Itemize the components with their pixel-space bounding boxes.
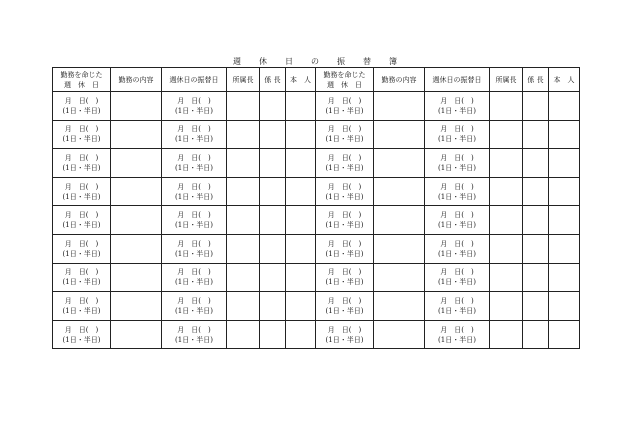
substitute-date-cell[interactable]: [162, 263, 227, 292]
assigned-day-cell[interactable]: [53, 206, 111, 235]
work-content-cell[interactable]: [111, 234, 162, 263]
header-row: [53, 68, 580, 92]
day-type-line: (1日・半日): [438, 335, 476, 344]
self-seal-cell[interactable]: [286, 234, 316, 263]
office-head-seal-cell[interactable]: [490, 149, 523, 178]
day-type-line: (1日・半日): [62, 335, 101, 344]
day-type-line: (1日・半日): [325, 335, 364, 344]
assigned-day-cell[interactable]: [316, 149, 374, 178]
header-self: 本 人: [549, 68, 580, 92]
office-head-seal-cell[interactable]: [227, 92, 260, 121]
date-line: 月 日( ): [440, 96, 474, 105]
self-seal-cell[interactable]: [286, 149, 316, 178]
day-type-line: (1日・半日): [175, 306, 213, 315]
table-row: [53, 320, 580, 349]
section-chief-seal-cell[interactable]: [260, 92, 286, 121]
self-seal-cell[interactable]: [286, 263, 316, 292]
work-content-cell[interactable]: [374, 92, 425, 121]
date-line: 月 日( ): [327, 96, 362, 105]
section-chief-seal-cell[interactable]: [260, 320, 286, 349]
section-chief-seal-cell[interactable]: [523, 234, 549, 263]
work-content-cell[interactable]: [111, 120, 162, 149]
work-content-cell[interactable]: [111, 177, 162, 206]
assigned-day-cell[interactable]: [53, 177, 111, 206]
self-seal-cell[interactable]: [549, 263, 580, 292]
header-office-head: 所属長: [227, 68, 260, 92]
date-line: 月 日( ): [327, 325, 362, 334]
date-line: 月 日( ): [327, 268, 362, 277]
office-head-seal-cell[interactable]: [490, 177, 523, 206]
section-chief-seal-cell[interactable]: [523, 206, 549, 235]
assigned-day-cell[interactable]: [53, 320, 111, 349]
day-type-line: (1日・半日): [62, 221, 101, 230]
day-type-line: (1日・半日): [175, 249, 213, 258]
ledger-title: [0, 56, 630, 67]
work-content-cell[interactable]: [374, 234, 425, 263]
self-seal-cell[interactable]: [286, 320, 316, 349]
day-type-line: (1日・半日): [62, 306, 101, 315]
date-line: 月 日( ): [327, 296, 362, 305]
day-type-line: (1日・半日): [325, 192, 364, 201]
office-head-seal-cell[interactable]: [490, 206, 523, 235]
day-type-line: (1日・半日): [438, 163, 476, 172]
day-type-line: (1日・半日): [62, 106, 101, 115]
self-seal-cell[interactable]: [286, 120, 316, 149]
title-char: の: [311, 57, 319, 66]
table-row: [53, 206, 580, 235]
assigned-day-cell[interactable]: [316, 292, 374, 321]
day-type-line: (1日・半日): [438, 306, 476, 315]
date-line: 月 日( ): [440, 296, 474, 305]
date-line: 月 日( ): [440, 153, 474, 162]
day-type-line: (1日・半日): [175, 221, 213, 230]
date-line: 月 日( ): [64, 239, 99, 248]
assigned-day-cell[interactable]: [316, 234, 374, 263]
office-head-seal-cell[interactable]: [227, 149, 260, 178]
date-line: 月 日( ): [440, 211, 474, 220]
office-head-seal-cell[interactable]: [490, 263, 523, 292]
work-content-cell[interactable]: [111, 320, 162, 349]
work-content-cell[interactable]: [111, 263, 162, 292]
assigned-day-cell[interactable]: [53, 120, 111, 149]
assigned-day-cell[interactable]: [316, 206, 374, 235]
header-assigned-day: 勤務を命じた 週 休 日: [53, 68, 111, 92]
section-chief-seal-cell[interactable]: [523, 292, 549, 321]
section-chief-seal-cell[interactable]: [260, 263, 286, 292]
date-line: 月 日( ): [177, 268, 211, 277]
date-line: 月 日( ): [327, 211, 362, 220]
self-seal-cell[interactable]: [549, 206, 580, 235]
assigned-day-cell[interactable]: [53, 263, 111, 292]
office-head-seal-cell[interactable]: [227, 292, 260, 321]
header-work-content: 勤務の内容: [111, 68, 162, 92]
day-type-line: (1日・半日): [175, 106, 213, 115]
self-seal-cell[interactable]: [549, 292, 580, 321]
substitute-date-cell[interactable]: [425, 320, 490, 349]
title-char: 簿: [389, 57, 397, 66]
date-line: 月 日( ): [177, 153, 211, 162]
office-head-seal-cell[interactable]: [227, 120, 260, 149]
self-seal-cell[interactable]: [549, 320, 580, 349]
substitute-date-cell[interactable]: [425, 120, 490, 149]
table-row: [53, 149, 580, 178]
date-line: 月 日( ): [177, 296, 211, 305]
self-seal-cell[interactable]: [286, 206, 316, 235]
section-chief-seal-cell[interactable]: [260, 177, 286, 206]
work-content-cell[interactable]: [374, 320, 425, 349]
header-office-head: 所属長: [490, 68, 523, 92]
assigned-day-cell[interactable]: [316, 120, 374, 149]
substitute-date-cell[interactable]: [162, 149, 227, 178]
section-chief-seal-cell[interactable]: [260, 120, 286, 149]
office-head-seal-cell[interactable]: [227, 263, 260, 292]
office-head-seal-cell[interactable]: [490, 92, 523, 121]
substitute-date-cell[interactable]: [425, 149, 490, 178]
day-type-line: (1日・半日): [62, 249, 101, 258]
work-content-cell[interactable]: [374, 120, 425, 149]
self-seal-cell[interactable]: [549, 149, 580, 178]
table-row: [53, 92, 580, 121]
assigned-day-cell[interactable]: [53, 149, 111, 178]
section-chief-seal-cell[interactable]: [260, 206, 286, 235]
section-chief-seal-cell[interactable]: [260, 234, 286, 263]
substitute-date-cell[interactable]: [162, 320, 227, 349]
substitute-date-cell[interactable]: [162, 92, 227, 121]
self-seal-cell[interactable]: [549, 92, 580, 121]
date-line: 月 日( ): [440, 182, 474, 191]
date-line: 月 日( ): [440, 325, 474, 334]
section-chief-seal-cell[interactable]: [260, 149, 286, 178]
office-head-seal-cell[interactable]: [490, 120, 523, 149]
table-row: [53, 263, 580, 292]
table-row: [53, 120, 580, 149]
day-type-line: (1日・半日): [62, 135, 101, 144]
day-type-line: (1日・半日): [325, 106, 364, 115]
day-type-line: (1日・半日): [325, 163, 364, 172]
self-seal-cell[interactable]: [286, 92, 316, 121]
office-head-seal-cell[interactable]: [227, 177, 260, 206]
section-chief-seal-cell[interactable]: [523, 120, 549, 149]
date-line: 月 日( ): [177, 211, 211, 220]
date-line: 月 日( ): [177, 96, 211, 105]
day-type-line: (1日・半日): [175, 135, 213, 144]
self-seal-cell[interactable]: [549, 234, 580, 263]
date-line: 月 日( ): [64, 296, 99, 305]
assigned-day-cell[interactable]: [316, 177, 374, 206]
day-type-line: (1日・半日): [438, 192, 476, 201]
work-content-cell[interactable]: [374, 149, 425, 178]
section-chief-seal-cell[interactable]: [523, 149, 549, 178]
day-type-line: (1日・半日): [62, 192, 101, 201]
day-type-line: (1日・半日): [325, 278, 364, 287]
date-line: 月 日( ): [177, 325, 211, 334]
office-head-seal-cell[interactable]: [490, 320, 523, 349]
header-self: 本 人: [286, 68, 316, 92]
assigned-day-cell[interactable]: [316, 320, 374, 349]
substitute-date-cell[interactable]: [425, 263, 490, 292]
office-head-seal-cell[interactable]: [490, 234, 523, 263]
title-char: 休: [259, 57, 267, 66]
office-head-seal-cell[interactable]: [227, 234, 260, 263]
substitute-date-cell[interactable]: [425, 206, 490, 235]
date-line: 月 日( ): [177, 182, 211, 191]
day-type-line: (1日・半日): [438, 106, 476, 115]
work-content-cell[interactable]: [111, 92, 162, 121]
header-section-chief: 係 長: [523, 68, 549, 92]
title-char: 替: [363, 57, 371, 66]
substitute-date-cell[interactable]: [425, 292, 490, 321]
header-substitute-date: 週休日の振替日: [425, 68, 490, 92]
day-type-line: (1日・半日): [175, 163, 213, 172]
day-type-line: (1日・半日): [62, 278, 101, 287]
table-row: [53, 177, 580, 206]
header-section-chief: 係 長: [260, 68, 286, 92]
date-line: 月 日( ): [64, 125, 99, 134]
substitute-date-cell[interactable]: [162, 120, 227, 149]
date-line: 月 日( ): [64, 96, 99, 105]
substitute-date-cell[interactable]: [162, 206, 227, 235]
work-content-cell[interactable]: [374, 263, 425, 292]
substitute-date-cell[interactable]: [425, 177, 490, 206]
work-content-cell[interactable]: [374, 292, 425, 321]
date-line: 月 日( ): [440, 125, 474, 134]
section-chief-seal-cell[interactable]: [260, 292, 286, 321]
day-type-line: (1日・半日): [175, 278, 213, 287]
day-type-line: (1日・半日): [438, 135, 476, 144]
table-row: [53, 234, 580, 263]
work-content-cell[interactable]: [374, 206, 425, 235]
substitute-date-cell[interactable]: [425, 92, 490, 121]
date-line: 月 日( ): [64, 153, 99, 162]
day-type-line: (1日・半日): [325, 221, 364, 230]
section-chief-seal-cell[interactable]: [523, 92, 549, 121]
title-char: 日: [285, 57, 293, 66]
assigned-day-cell[interactable]: [316, 263, 374, 292]
office-head-seal-cell[interactable]: [490, 292, 523, 321]
date-line: 月 日( ): [177, 125, 211, 134]
work-content-cell[interactable]: [111, 206, 162, 235]
day-type-line: (1日・半日): [325, 135, 364, 144]
self-seal-cell[interactable]: [286, 292, 316, 321]
day-type-line: (1日・半日): [325, 306, 364, 315]
date-line: 月 日( ): [64, 268, 99, 277]
date-line: 月 日( ): [64, 211, 99, 220]
day-type-line: (1日・半日): [325, 249, 364, 258]
assigned-day-cell[interactable]: [316, 92, 374, 121]
section-chief-seal-cell[interactable]: [523, 320, 549, 349]
date-line: 月 日( ): [327, 239, 362, 248]
header-assigned-day: 勤務を命じた 週 休 日: [316, 68, 374, 92]
section-chief-seal-cell[interactable]: [523, 263, 549, 292]
substitute-date-cell[interactable]: [162, 234, 227, 263]
assigned-day-cell[interactable]: [53, 92, 111, 121]
self-seal-cell[interactable]: [549, 120, 580, 149]
date-line: 月 日( ): [327, 125, 362, 134]
date-line: 月 日( ): [177, 239, 211, 248]
table-row: [53, 292, 580, 321]
substitute-date-cell[interactable]: [162, 177, 227, 206]
title-char: 振: [337, 57, 345, 66]
work-content-cell[interactable]: [374, 177, 425, 206]
section-chief-seal-cell[interactable]: [523, 177, 549, 206]
date-line: 月 日( ): [327, 153, 362, 162]
title-char: 週: [233, 57, 241, 66]
assigned-day-cell[interactable]: [53, 292, 111, 321]
ledger-body: [53, 92, 580, 349]
self-seal-cell[interactable]: [286, 177, 316, 206]
work-content-cell[interactable]: [111, 149, 162, 178]
header-substitute-date: 週休日の振替日: [162, 68, 227, 92]
office-head-seal-cell[interactable]: [227, 320, 260, 349]
date-line: 月 日( ): [440, 268, 474, 277]
work-content-cell[interactable]: [111, 292, 162, 321]
substitute-date-cell[interactable]: [162, 292, 227, 321]
ledger-table: [52, 67, 580, 349]
date-line: 月 日( ): [64, 182, 99, 191]
day-type-line: (1日・半日): [438, 249, 476, 258]
date-line: 月 日( ): [64, 325, 99, 334]
day-type-line: (1日・半日): [62, 163, 101, 172]
day-type-line: (1日・半日): [438, 221, 476, 230]
header-work-content: 勤務の内容: [374, 68, 425, 92]
day-type-line: (1日・半日): [175, 335, 213, 344]
assigned-day-cell[interactable]: [53, 234, 111, 263]
substitute-date-cell[interactable]: [425, 234, 490, 263]
date-line: 月 日( ): [327, 182, 362, 191]
office-head-seal-cell[interactable]: [227, 206, 260, 235]
self-seal-cell[interactable]: [549, 177, 580, 206]
date-line: 月 日( ): [440, 239, 474, 248]
day-type-line: (1日・半日): [438, 278, 476, 287]
day-type-line: (1日・半日): [175, 192, 213, 201]
